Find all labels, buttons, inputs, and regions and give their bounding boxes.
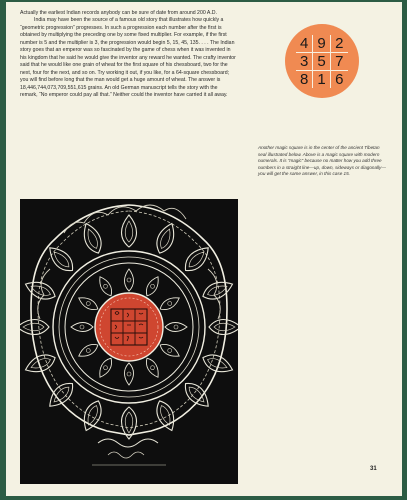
magic-square-cell: 5	[313, 53, 330, 71]
paragraph-2: India may have been the source of a famous old story that illustrates how quickly a “geometric progression” progresses. In such a progression each number after the first is obtained by multiplying the preceding one by some fixed multiplier. For example, if the first number is 5 and the multiplier is 3, the progression would begin 5, 15, 45, 135. . . . The Indian story goes that an emperor was so fascinated by the game of chess when it was invented in his kingdom that he said he would give the inventor any reward he wanted. The crafty inventor said that he would like one grain of wheat for the first square of his chessboard, two for the next, four for the next, and so on. Try working it out, if you like, for a 64-square chessboard; you will find before long that the man would get a huge amount of wheat. The answer is 18,446,744,073,709,551,615 grains. An old German manuscript tells the story with the remark, “No emperor could pay all that.” Neither could the inventor have carried it all away.	[20, 17, 236, 98]
magic-square-cell: 9	[313, 35, 330, 53]
figure-caption: Another magic square is in the center of the ancient Tibetan seal illustrated below. Above is a magic square with modern numerals. It is “magic” because no matter how you add three numbers in a straight line—up, down, sideways or diagonally—you will get the same answer, in this case 15.	[258, 145, 386, 177]
magic-square-cell: 3	[296, 53, 313, 71]
magic-square-grid	[296, 35, 348, 87]
seal-mandala	[20, 205, 238, 439]
tibetan-seal-photo	[20, 199, 238, 484]
magic-square-cell: 1	[313, 71, 330, 88]
tibetan-seal-illustration	[20, 199, 238, 484]
seal-center-disc	[95, 293, 163, 361]
magic-square-cell: 8	[296, 71, 313, 88]
paragraph-1: Actually the earliest Indian records anybody can be sure of date from around 200 A.D.	[20, 10, 217, 16]
magic-square-cell: 2	[331, 35, 348, 53]
seal-base-ornament	[92, 439, 166, 465]
magic-square-cell: 7	[331, 53, 348, 71]
body-text	[20, 10, 236, 99]
magic-square-cell: 4	[296, 35, 313, 53]
magic-square-cell: 6	[335, 71, 344, 88]
book-page	[6, 2, 402, 496]
page-number: 31	[370, 466, 377, 472]
magic-square-circle	[285, 24, 359, 98]
